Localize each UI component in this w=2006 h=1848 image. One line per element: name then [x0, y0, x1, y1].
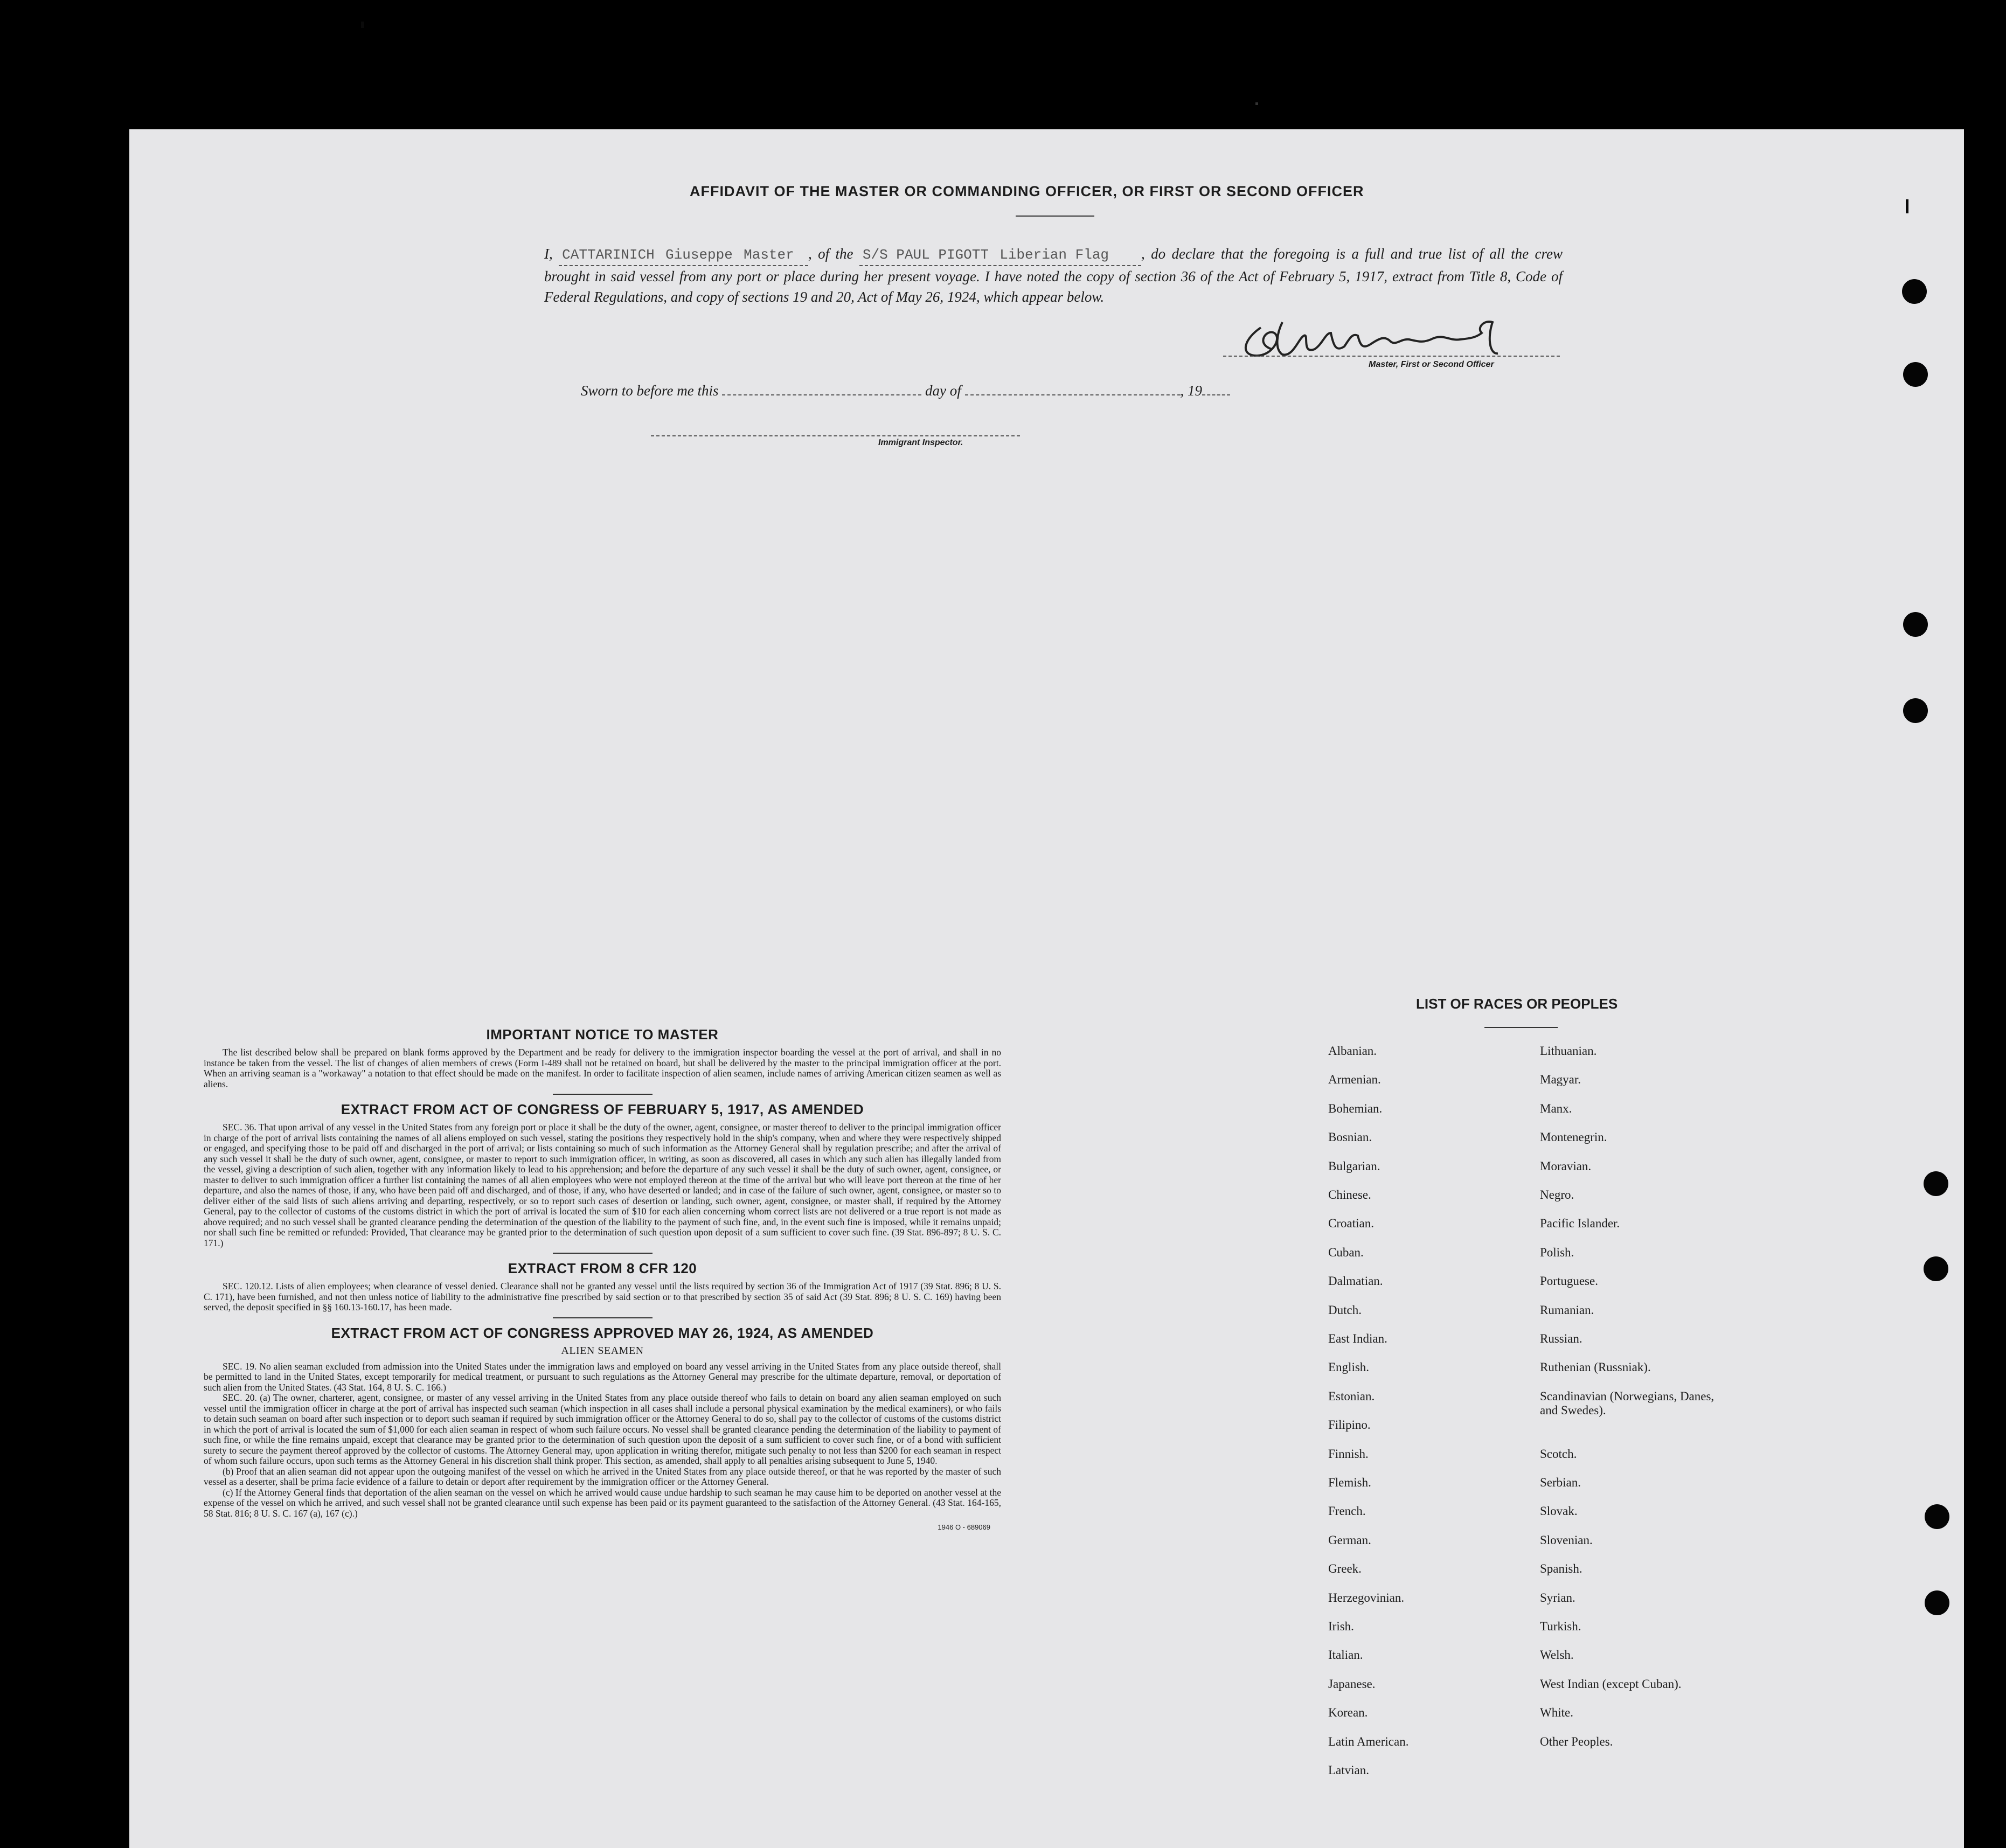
race-item: Herzegovinian.	[1328, 1590, 1405, 1604]
sworn-month-field	[965, 394, 1181, 395]
race-item: Scotch.	[1540, 1447, 1577, 1461]
race-item: Ruthenian (Russniak).	[1540, 1360, 1651, 1374]
inspector-caption: Immigrant Inspector.	[878, 438, 963, 447]
race-item: West Indian (except Cuban).	[1540, 1677, 1682, 1691]
master-rank: Master	[744, 247, 794, 263]
declaration-body: that the foregoing is a full and true list of all the crew brought in said vessel from any port or place during her present voyage. I have noted the copy of section 36 of the Act of February 5, 1917, extract from Title 8, Code of Federal Regulations, and copy of sections 19 and 20, Act of May 26, 1924, which appear below.	[544, 246, 1563, 305]
race-item: Manx.	[1540, 1101, 1572, 1115]
divider	[553, 1317, 653, 1318]
race-item: Syrian.	[1540, 1590, 1575, 1604]
race-item: Korean.	[1328, 1706, 1368, 1720]
race-item: Slovak.	[1540, 1504, 1578, 1518]
race-item: Greek.	[1328, 1562, 1362, 1576]
race-item: Croatian.	[1328, 1217, 1374, 1231]
punch-hole	[1903, 362, 1928, 387]
scan-speck	[361, 22, 364, 28]
race-item: Russian.	[1540, 1332, 1582, 1345]
race-item: Japanese.	[1328, 1677, 1376, 1691]
extract-1917-body: SEC. 36. That upon arrival of any vessel in the United States from any foreign port or place it shall be the duty of the owner, agent, consignee, or master thereof to deliver to the principal immigration officer in charge of the port of arrival lists containing the names of all aliens employed on such vessel, stating the positions they respectively hold in the ship's company, when and where they were respectively shipped or engaged, and specifying those to be paid off and discharged in the port of arrival; or lists containing so much of such information as the Attorney General shall by regulation prescribe; and after the arrival of any such vessel it shall be the duty of such owner, agent, consignee, or master to report to such immigration officer, in writing, as soon as discovered, all cases in which any such alien has illegally landed from the vessel, giving a description of such alien, together with any information likely to lead to his apprehension; and before the departure of any such vessel it shall be the duty of such owner, agent, consignee, or master to deliver to such immigration officer a further list containing the names of all alien employees who were not employed thereon at the time of the arrival but who will leave port thereon at the time of her departure, and also the names of those, if any, who have been paid off and discharged, and of those, if any, who have deserted or landed; and in case of the failure of such owner, agent, consignee, or master so to deliver either of the said lists of such aliens arriving and departing, respectively, or so to report such cases of desertion or landing, such owner, agent, consignee, or master shall, if required by the Attorney General, pay to the collector of customs of the customs district in which the port of arrival is located the sum of $10 for each alien concerning whom correct lists are not delivered or a true report is not made as above required; and no such vessel shall be granted clearance pending the determination of the question of the liability to the payment of such fine, and, in the event such fine is imposed, while it remains unpaid; nor shall such fine be remitted or refunded: Provided, That clearance may be granted prior to the determination of such question upon deposit of a sum sufficient to cover such fine. (39 Stat. 896-897; 8 U. S. C. 171.)	[204, 1122, 1001, 1248]
divider	[553, 1253, 653, 1254]
vessel-name: S/S PAUL PIGOTT	[862, 247, 989, 263]
punch-hole	[1924, 1171, 1948, 1196]
race-item: Lithuanian.	[1540, 1044, 1597, 1058]
race-item: Bohemian.	[1328, 1101, 1383, 1115]
race-item: Slovenian.	[1540, 1533, 1593, 1547]
punch-hole	[1925, 1590, 1949, 1615]
extract-1917-title: EXTRACT FROM ACT OF CONGRESS OF FEBRUARY 5, 1917, AS AMENDED	[341, 1101, 864, 1117]
affidavit-title: AFFIDAVIT OF THE MASTER OR COMMANDING OFFICER, OR FIRST OR SECOND OFFICER	[690, 183, 1364, 199]
race-item: Latvian.	[1328, 1763, 1369, 1777]
race-item: Latin American.	[1328, 1734, 1409, 1748]
day-of-text: day of	[925, 383, 961, 399]
race-item: Negro.	[1540, 1188, 1574, 1201]
races-title-rule	[1484, 1027, 1558, 1028]
extract-1924-body	[204, 1361, 1001, 1519]
master-surname: CATTARINICH	[562, 247, 655, 263]
print-code: 1946 O - 689069	[938, 1523, 990, 1531]
race-item: Armenian.	[1328, 1073, 1381, 1087]
punch-hole	[1925, 1504, 1949, 1529]
mark	[1906, 199, 1908, 213]
punch-hole	[1903, 612, 1928, 637]
race-item: Portuguese.	[1540, 1274, 1598, 1288]
inspector-signature-line	[651, 435, 1020, 436]
race-item: French.	[1328, 1504, 1366, 1518]
year-prefix: , 19	[1180, 383, 1202, 399]
of-the-text: , of the	[808, 246, 853, 262]
race-item: Irish.	[1328, 1620, 1354, 1633]
extract-1924-title: EXTRACT FROM ACT OF CONGRESS APPROVED MAY 26, 1924, AS AMENDED	[331, 1324, 874, 1341]
sworn-year-field	[1202, 394, 1230, 395]
signature-line	[1223, 356, 1560, 357]
sec-20c-paragraph: (c) If the Attorney General finds that deportation of the alien seaman on the vessel on which he arrived would cause undue hardship to such seaman he may cause him to be deported on another vessel at the expense of the vessel on which he arrived, and such vessel shall not be granted clearance until such expense has been paid or its payment guaranteed to the satisfaction of the Attorney General. (43 Stat. 164-165, 58 Stat. 816; 8 U. S. C. 167 (a), 167 (c).)	[204, 1486, 1001, 1519]
race-item: English.	[1328, 1360, 1370, 1374]
sec-19-paragraph: SEC. 19. No alien seaman excluded from admission into the United States under the immigration laws and employed on board any vessel arriving in the United States from any place outside thereof, shall be permitted to land in the United States, except temporarily for medical treatment, or pursuant to such regulations as the Attorney General may prescribe for the ultimate departure, removal, or deportation of such alien from the United States. (43 Stat. 164, 8 U. S. C. 166.)	[204, 1360, 1001, 1393]
extract-cfr-title: EXTRACT FROM 8 CFR 120	[508, 1260, 697, 1276]
race-item: White.	[1540, 1706, 1573, 1720]
sec-20a-paragraph: SEC. 20. (a) The owner, charterer, agent, consignee, or master of any vessel arriving in the United States from any place outside thereof who fails to detain on board any alien seaman employed on such vessel until the immigration officer in charge at the port of arrival has inspected such seaman (which inspection in all cases shall include a personal physical examination by the medical examiners), or who fails to detain such seaman on board after such inspection or to deport such seaman if required by such immigration officer or the Attorney General to do so, shall pay to the collector of customs of the customs district in which the port of arrival is located the sum of $1,000 for each alien seaman in respect of whom such failure occurs. No vessel shall be granted clearance pending the determination of the liability to payment of such fine, or while the fine remains unpaid, except that clearance may be granted prior to the determination of such question upon the deposit of a sum sufficient to cover such fine, or of a bond with sufficient surety to secure the payment thereof approved by the collector of customs. The Attorney General may, upon application in writing therefor, mitigate such penalty to not less than $200 for each seaman in respect of whom such failure occurs, upon such terms as the Attorney General in his discretion shall think proper. This section, as amended, shall apply to all penalties arising subsequent to June 5, 1940.	[204, 1392, 1001, 1466]
race-item: Other Peoples.	[1540, 1734, 1613, 1748]
race-item: Chinese.	[1328, 1188, 1371, 1201]
legal-notices	[204, 1026, 1001, 1531]
race-item: Scandinavian (Norwegians, Danes, and Swedes).	[1540, 1389, 1715, 1417]
sec-20b-paragraph: (b) Proof that an alien seaman did not appear upon the outgoing manifest of the vessel on which he arrived in the United States from any place outside thereof, or that he was reported by the master of such vessel as a deserter, shall be prima facie evidence of a failure to detain or deport after requirement by the immigration officer or the Attorney General.	[204, 1465, 1001, 1487]
sworn-day-field	[722, 394, 921, 395]
race-item: Bosnian.	[1328, 1130, 1372, 1144]
race-item: Dalmatian.	[1328, 1274, 1383, 1288]
notice-body: The list described below shall be prepared on blank forms approved by the Department and be ready for delivery to the immigration inspector boarding the vessel at the port of arrival, and shall in no instance be taken from the vessel. The list of changes of alien members of crews (Form I-489 shall not be retained on board, but shall be delivered by the master to the principal immigration officer at the port. When an arriving seaman is a "workaway" a notation to that effect should be made on the manifest. In order to facilitate inspection of alien seamen, include names of arriving American citizen seamen as well as aliens.	[204, 1047, 1001, 1089]
title-rule	[1016, 216, 1094, 217]
extract-cfr-body: SEC. 120.12. Lists of alien employees; when clearance of vessel denied. Clearance shall not be granted any vessel until the lists required by section 36 of the Immigration Act of 1917 (39 Stat. 896; 8 U. S. C. 171), have been furnished, and not then unless notice of liability to the administrative fine prescribed by said section or to that prescribed by section 35 of said Act (39 Stat. 896; 8 U. S. C. 169) having been served, the deposit specified in §§ 160.13-160.17, has been made.	[204, 1281, 1001, 1312]
sworn-text: Sworn to before me this	[581, 383, 719, 399]
race-item: Rumanian.	[1540, 1303, 1594, 1317]
race-item: Magyar.	[1540, 1073, 1581, 1087]
divider	[553, 1094, 653, 1095]
declaration-prefix: I,	[544, 246, 553, 262]
sworn-line	[581, 383, 1230, 399]
race-item: Moravian.	[1540, 1159, 1592, 1173]
race-item: Welsh.	[1540, 1648, 1574, 1662]
notice-title: IMPORTANT NOTICE TO MASTER	[486, 1026, 719, 1043]
race-item: Montenegrin.	[1540, 1130, 1607, 1144]
do-declare-text: , do declare	[1141, 246, 1215, 262]
punch-hole	[1903, 698, 1928, 723]
declaration	[544, 244, 1563, 307]
race-item: Cuban.	[1328, 1245, 1364, 1259]
punch-hole	[1902, 279, 1927, 304]
race-item: Flemish.	[1328, 1476, 1371, 1489]
race-item: Finnish.	[1328, 1447, 1369, 1461]
race-item: East Indian.	[1328, 1332, 1387, 1345]
race-item: Bulgarian.	[1328, 1159, 1380, 1173]
races-title: LIST OF RACES OR PEOPLES	[1416, 996, 1618, 1012]
master-given-name: Giuseppe	[665, 247, 733, 263]
vessel-flag: Liberian Flag	[999, 247, 1109, 263]
race-item: Estonian.	[1328, 1389, 1375, 1403]
alien-seamen-subtitle: ALIEN SEAMEN	[561, 1344, 644, 1357]
race-item: Dutch.	[1328, 1303, 1362, 1317]
race-item: Filipino.	[1328, 1418, 1371, 1432]
race-item: Turkish.	[1540, 1620, 1581, 1633]
master-signature	[1223, 317, 1568, 365]
race-item: Serbian.	[1540, 1476, 1581, 1489]
race-item: Albanian.	[1328, 1044, 1377, 1058]
punch-hole	[1924, 1256, 1948, 1281]
race-item: Spanish.	[1540, 1562, 1582, 1576]
signature-caption: Master, First or Second Officer	[1369, 360, 1494, 369]
race-item: German.	[1328, 1533, 1371, 1547]
scan-speck	[1255, 102, 1258, 105]
race-item: Pacific Islander.	[1540, 1217, 1620, 1231]
race-item: Italian.	[1328, 1648, 1363, 1662]
race-item: Polish.	[1540, 1245, 1574, 1259]
